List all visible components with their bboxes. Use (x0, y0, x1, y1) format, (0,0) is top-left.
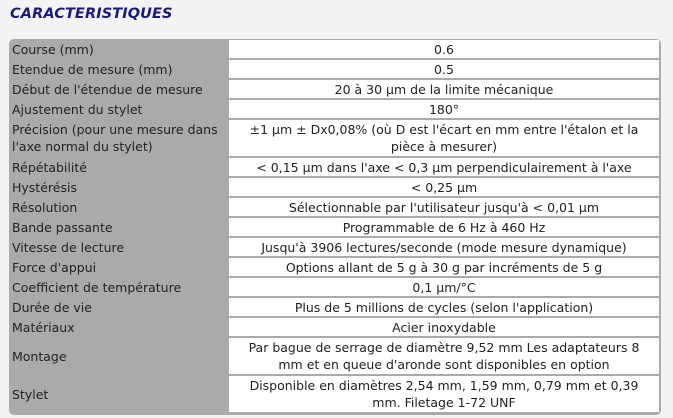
spec-row-vitesse (9, 238, 659, 256)
spec-value: Programmable de 6 Hz à 460 Hz (229, 218, 659, 236)
spec-label: Précision (pour une mesure dans l'axe normal du stylet) (12, 122, 218, 154)
spec-row-force (9, 258, 659, 276)
spec-row-precision (9, 120, 659, 156)
spec-label: Début de l'étendue de mesure (12, 81, 203, 97)
spec-value: Disponible en diamètres 2,54 mm, 1,59 mm, 0,79 mm et 0,39 mm. Filetage 1-72 UNF (229, 376, 659, 412)
spec-label: Force d'appui (12, 259, 97, 275)
spec-row-course (9, 40, 659, 58)
spec-value: Sélectionnable par l'utilisateur jusqu'à < 0,01 µm (229, 198, 659, 216)
spec-label: Bande passante (12, 219, 113, 235)
spec-label: Ajustement du stylet (12, 101, 143, 117)
specifications-table (9, 39, 661, 415)
spec-value: 0,1 µm/°C (229, 278, 659, 296)
spec-row-bande-passante (9, 218, 659, 236)
spec-label: Coefficient de température (12, 279, 182, 295)
spec-label: Durée de vie (12, 299, 92, 315)
spec-label: Course (mm) (12, 41, 94, 57)
spec-row-etendue (9, 60, 659, 78)
spec-label: Etendue de mesure (mm) (12, 61, 173, 77)
spec-value: Par bague de serrage de diamètre 9,52 mm Les adaptateurs 8 mm et en queue d'aronde sont disponibles en option (229, 338, 659, 374)
spec-row-resolution (9, 198, 659, 216)
spec-row-ajustement (9, 100, 659, 118)
spec-label: Hystérésis (12, 179, 77, 195)
spec-row-materiaux (9, 318, 659, 336)
spec-value: < 0,15 µm dans l'axe < 0,3 µm perpendiculairement à l'axe (229, 158, 659, 176)
spec-value: Acier inoxydable (229, 318, 659, 336)
spec-label: Vitesse de lecture (12, 239, 125, 255)
spec-label: Stylet (12, 386, 49, 402)
spec-value: < 0,25 µm (229, 178, 659, 196)
spec-value: 0.5 (229, 60, 659, 78)
spec-value: Jusqu'à 3906 lectures/seconde (mode mesure dynamique) (229, 238, 659, 256)
spec-value: ±1 µm ± Dx0,08% (où D est l'écart en mm entre l'étalon et la pièce à mesurer) (229, 120, 659, 156)
spec-row-duree (9, 298, 659, 316)
spec-label: Matériaux (12, 319, 75, 335)
spec-label: Montage (12, 348, 67, 364)
spec-value: 0.6 (229, 40, 659, 58)
section-title: CARACTERISTIQUES (10, 6, 173, 22)
spec-label: Répétabilité (12, 159, 87, 175)
spec-row-debut-etendue (9, 80, 659, 98)
spec-row-montage (9, 338, 659, 374)
spec-row-coefficient (9, 278, 659, 296)
spec-value: Options allant de 5 g à 30 g par incréments de 5 g (229, 258, 659, 276)
spec-value: 20 à 30 µm de la limite mécanique (229, 80, 659, 98)
spec-label: Résolution (12, 199, 78, 215)
spec-value: Plus de 5 millions de cycles (selon l'application) (229, 298, 659, 316)
spec-row-repetabilite (9, 158, 659, 176)
spec-value: 180° (229, 100, 659, 118)
spec-row-hysteresis (9, 178, 659, 196)
spec-row-stylet (9, 376, 659, 412)
